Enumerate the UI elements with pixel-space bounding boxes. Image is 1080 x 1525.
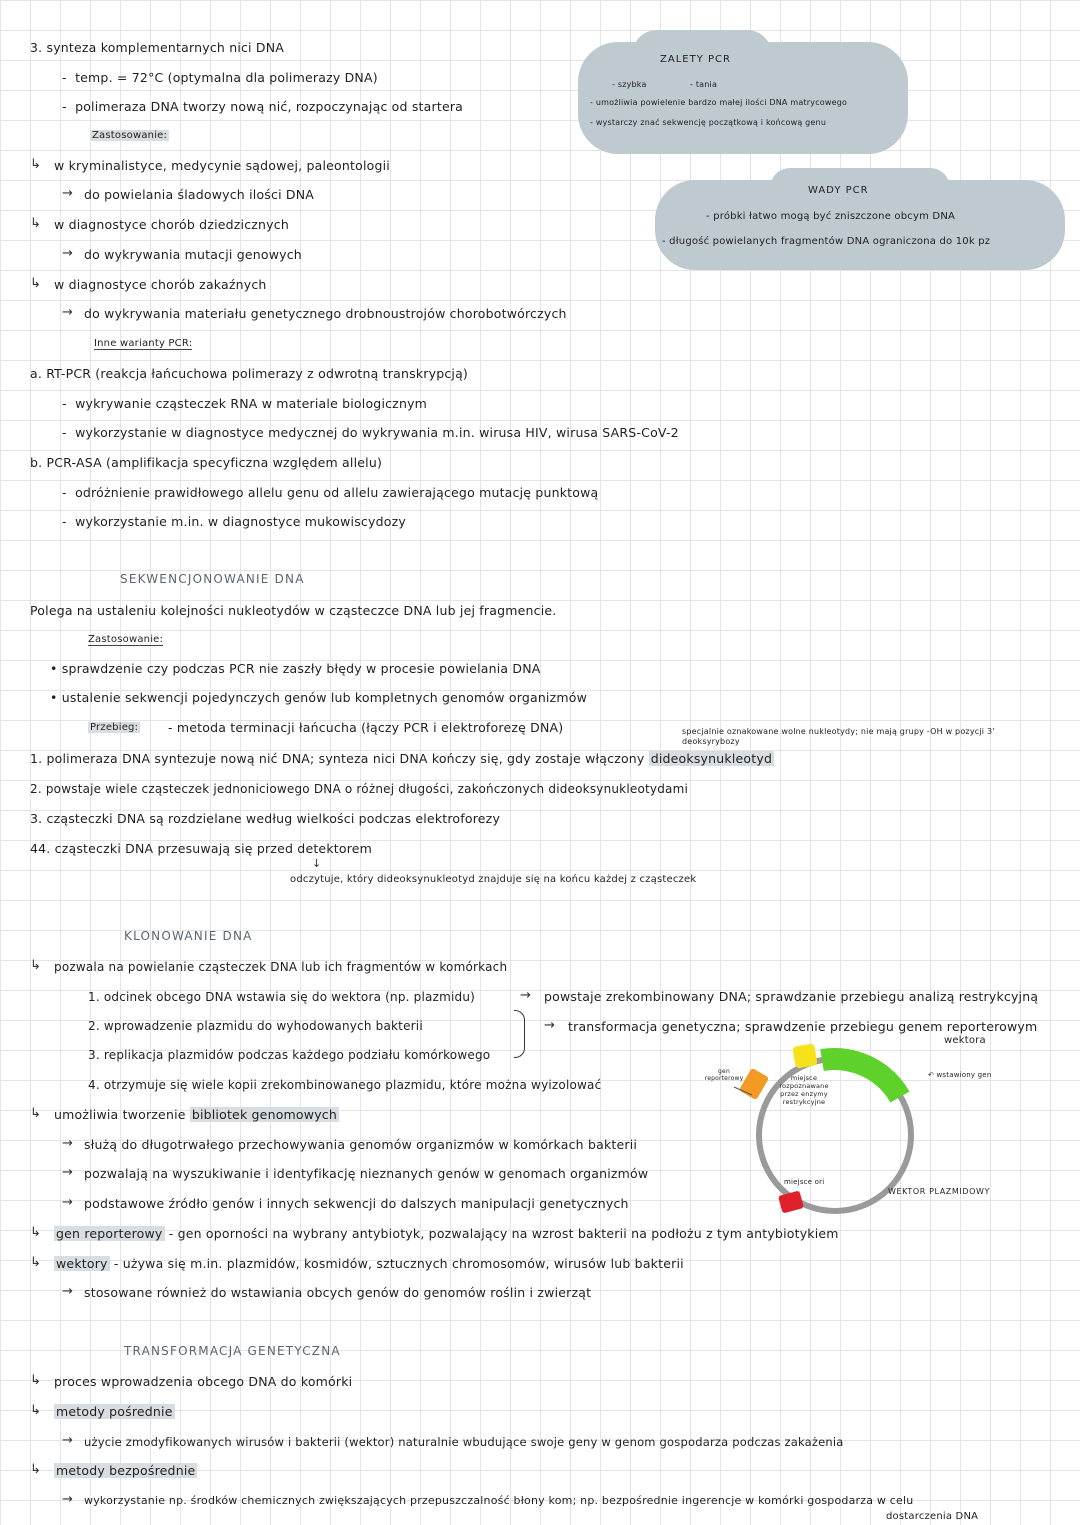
plasmid-label-wstawiony: ↶ wstawiony gen [928, 1071, 992, 1079]
arrow-icon: ↳ [30, 1225, 41, 1240]
arrow-icon: → [62, 1492, 73, 1507]
pcr-temp: - temp. = 72°C (optymalna dla polimerazy DNA) [62, 70, 378, 85]
wady-line1: - próbki łatwo mogą być zniszczone obcym DNA [706, 211, 956, 222]
sekw-przebieg-label: Przebieg: [90, 722, 139, 733]
zalety-title: ZALETY PCR [660, 54, 731, 65]
plasmid-label-miejsce: miejsce rozpoznawane przez enzymy restrykcyjne [779, 1074, 829, 1106]
plasmid-title: WEKTOR PLAZMIDOWY [888, 1187, 991, 1196]
zalety-line1: - umożliwia powielenie bardzo małej ilości DNA matrycowego [590, 98, 848, 107]
trans-bezposrednie: metody bezpośrednie [56, 1463, 196, 1478]
arrow-icon: ↳ [30, 1106, 41, 1121]
klon-step2-result: transformacja genetyczna; sprawdzenie przebiegu genem reporterowym [568, 1019, 1038, 1034]
sekw-step4: 44. cząsteczki DNA przesuwają się przed detektorem [30, 841, 373, 856]
trans-posrednie-sub: użycie zmodyfikowanych wirusów i bakterii (wektor) naturalnie wbudujące swoje geny w genom gospodarza podczas zakażenia [84, 1435, 844, 1449]
restriction-site-marker [792, 1043, 817, 1068]
pcr-app2: w diagnostyce chorób dziedzicznych [54, 217, 289, 232]
pcr-asa-title: b. PCR-ASA (amplifikacja specyficzna względem allelu) [30, 455, 383, 470]
pcr-zastosowanie-label: Zastosowanie: [92, 130, 168, 141]
arrow-icon: ↳ [30, 276, 41, 291]
trans-title: TRANSFORMACJA GENETYCZNA [124, 1344, 341, 1358]
arrow-icon: → [62, 1284, 73, 1299]
arrow-icon: → [62, 305, 73, 320]
sekw-bullet2: • ustalenie sekwencji pojedynczych genów lub kompletnych genomów organizmów [50, 690, 588, 705]
sekw-step4-note: odczytuje, który dideoksynukleotyd znajduje się na końcu każdej z cząsteczek [290, 874, 697, 885]
sekw-title: SEKWENCJONOWANIE DNA [120, 572, 305, 586]
pcr-app3-sub: do wykrywania materiału genetycznego drobnoustrojów chorobotwórczych [84, 306, 567, 321]
arrow-icon: → [544, 1018, 555, 1033]
klon-bib: umożliwia tworzenie bibliotek genomowych [54, 1107, 337, 1122]
wady-title: WADY PCR [808, 185, 869, 196]
down-arrow-icon: ↓ [312, 857, 322, 870]
arrow-icon: ↳ [30, 1403, 41, 1418]
pcr-app2-sub: do wykrywania mutacji genowych [84, 247, 302, 262]
trans-bezposrednie-tail: dostarczenia DNA [886, 1511, 979, 1522]
arrow-icon: ↳ [30, 1255, 41, 1270]
sekw-metoda: - metoda terminacji łańcucha (łączy PCR i elektroforezę DNA) [168, 720, 564, 735]
pcr-rt-title: a. RT-PCR (reakcja łańcuchowa polimerazy z odwrotną transkrypcją) [30, 366, 469, 381]
pcr-app1: w kryminalistyce, medycynie sądowej, paleontologii [54, 158, 390, 173]
trans-l1: proces wprowadzenia obcego DNA do komórki [54, 1374, 353, 1389]
klon-step4: 4. otrzymuje się wiele kopii zrekombinowanego plazmidu, które można wyizolować [88, 1078, 602, 1092]
klon-step1: 1. odcinek obcego DNA wstawia się do wektora (np. plazmidu) [88, 990, 476, 1004]
sekw-zastosowanie-label: Zastosowanie: [88, 634, 164, 645]
arrow-icon: → [62, 1433, 73, 1448]
klon-step3: 3. replikacja plazmidów podczas każdego podziału komórkowego [88, 1048, 491, 1062]
plasmid-label-ori: miejsce ori [784, 1178, 825, 1186]
arrow-icon: → [520, 988, 531, 1003]
arrow-icon: → [62, 186, 73, 201]
plasmid-label-gen: gen reporterowy [704, 1068, 744, 1082]
klon-step1-result: powstaje zrekombinowany DNA; sprawdzanie przebiegu analizą restrykcyjną [544, 989, 1039, 1004]
zalety-line2: - wystarczy znać sekwencję początkową i końcową genu [590, 118, 827, 127]
zalety-szybka: - szybka [612, 80, 647, 89]
sekw-step2: 2. powstaje wiele cząsteczek jednoniciowego DNA o różnej długości, zakończonych dideoksynukleotydami [30, 782, 688, 796]
sekw-bullet1: • sprawdzenie czy podczas PCR nie zaszły błędy w procesie powielania DNA [50, 661, 541, 676]
arrow-icon: → [62, 246, 73, 261]
trans-posrednie: metody pośrednie [56, 1404, 173, 1419]
arrow-icon: → [62, 1195, 73, 1210]
klon-step2: 2. wprowadzenie plazmidu do wyhodowanych bakterii [88, 1019, 423, 1033]
klon-wektory-sub: stosowane również do wstawiania obcych genów do genomów roślin i zwierząt [84, 1285, 592, 1300]
pcr-app1-sub: do powielania śladowych ilości DNA [84, 187, 315, 202]
klon-step2-result-tail: wektora [944, 1035, 986, 1046]
klon-wektory: wektory - używa się m.in. plazmidów, kosmidów, sztucznych chromosomów, wirusów lub bakterii [56, 1256, 684, 1271]
pcr-rt-2: - wykorzystanie w diagnostyce medycznej do wykrywania m.in. wirusa HIV, wirusa SARS-CoV-2 [62, 425, 679, 440]
trans-bezposrednie-sub: wykorzystanie np. środków chemicznych zwiększających przepuszczalność błony kom; np. bezpośrednie ingerencje w komórki gospodarza w celu [84, 1494, 914, 1507]
sekw-step1: 1. polimeraza DNA syntezuje nową nić DNA; synteza nici DNA kończy się, gdy zostaje włączony dideoksynukleotyd [30, 751, 773, 766]
klon-bib2: pozwalają na wyszukiwanie i identyfikację nieznanych genów w genomach organizmów [84, 1166, 649, 1181]
wady-line2: - długość powielanych fragmentów DNA ograniczona do 10k pz [662, 236, 991, 247]
brace [514, 1010, 525, 1058]
arrow-icon: ↳ [30, 157, 41, 172]
sekw-step3: 3. cząsteczki DNA są rozdzielane według wielkości podczas elektroforezy [30, 811, 501, 826]
klon-gen-rep: gen reporterowy - gen oporności na wybrany antybiotyk, pozwalający na wzrost bakterii na podłożu z tym antybiotykiem [56, 1226, 839, 1241]
klon-intro: pozwala na powielanie cząsteczek DNA lub ich fragmentów w komórkach [54, 960, 508, 974]
pcr-inne-label: Inne warianty PCR: [94, 338, 193, 349]
ori-marker [778, 1190, 804, 1213]
pcr-rt-1: - wykrywanie cząsteczek RNA w materiale biologicznym [62, 396, 428, 411]
pcr-app3: w diagnostyce chorób zakaźnych [54, 277, 267, 292]
arrow-icon: ↳ [30, 1373, 41, 1388]
pcr-polimeraza: - polimeraza DNA tworzy nową nić, rozpoczynając od startera [62, 99, 464, 114]
arrow-icon: ↳ [30, 216, 41, 231]
pcr-asa-1: - odróżnienie prawidłowego allelu genu od allelu zawierającego mutację punktową [62, 485, 599, 500]
arrow-icon: ↳ [30, 958, 41, 973]
arrow-icon: → [62, 1136, 73, 1151]
klon-title: KLONOWANIE DNA [124, 929, 253, 943]
sekw-def: Polega na ustaleniu kolejności nukleotydów w cząsteczce DNA lub jej fragmencie. [30, 603, 557, 618]
arrow-icon: → [62, 1165, 73, 1180]
sekw-note: specjalnie oznakowane wolne nukleotydy; nie mają grupy -OH w pozycji 3' deoksyrybozy [682, 727, 995, 746]
klon-bib3: podstawowe źródło genów i innych sekwencji do dalszych manipulacji genetycznych [84, 1196, 629, 1211]
klon-bib1: służą do długotrwałego przechowywania genomów organizmów w komórkach bakterii [84, 1137, 638, 1152]
pcr-asa-2: - wykorzystanie m.in. w diagnostyce mukowiscydozy [62, 514, 406, 529]
zalety-tania: - tania [690, 80, 718, 89]
arrow-icon: ↳ [30, 1462, 41, 1477]
pcr-step3: 3. synteza komplementarnych nici DNA [30, 40, 285, 55]
